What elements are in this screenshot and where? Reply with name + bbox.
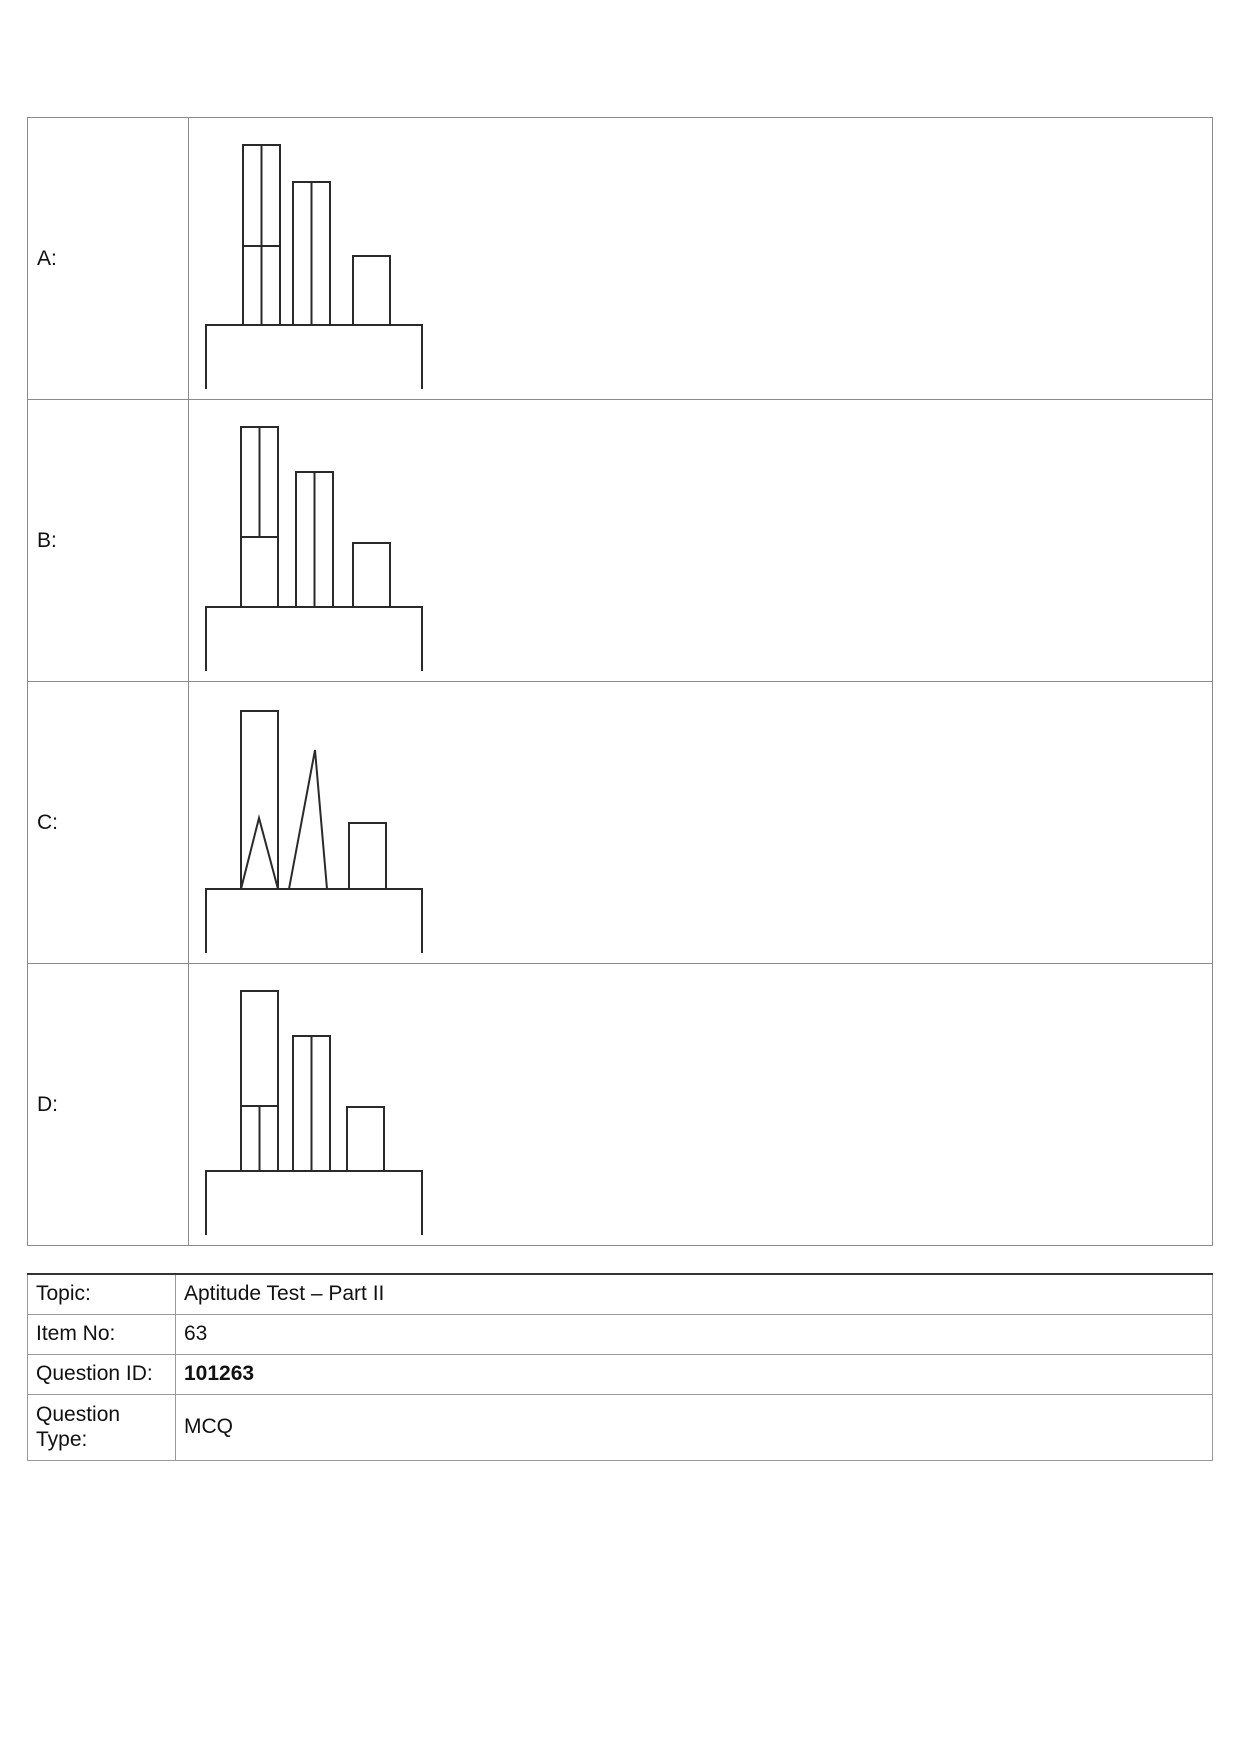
question-type-value: MCQ <box>176 1394 1213 1460</box>
option-d-label: D: <box>28 964 189 1246</box>
question-id-row <box>28 1354 1213 1394</box>
option-c-label: C: <box>28 682 189 964</box>
short-block <box>349 823 386 889</box>
question-id-value: 101263 <box>176 1354 1213 1394</box>
option-row-c <box>28 682 1213 964</box>
base-block <box>206 889 422 953</box>
tall-column <box>241 711 278 889</box>
topic-row <box>28 1274 1213 1314</box>
question-type-row <box>28 1394 1213 1460</box>
short-block <box>353 256 390 325</box>
option-c-figure-cell <box>189 682 1213 964</box>
option-d-figure <box>205 975 435 1235</box>
option-c-figure <box>205 693 435 953</box>
item-no-value: 63 <box>176 1314 1213 1354</box>
option-row-b <box>28 400 1213 682</box>
option-b-label: B: <box>28 400 189 682</box>
options-table <box>27 117 1213 1246</box>
question-type-label: Question Type: <box>28 1394 176 1460</box>
small-triangle <box>241 818 278 889</box>
item-no-label: Item No: <box>28 1314 176 1354</box>
base-block <box>206 1171 422 1235</box>
question-meta-table <box>27 1273 1213 1461</box>
option-d-figure-cell <box>189 964 1213 1246</box>
option-row-a <box>28 118 1213 400</box>
option-row-d <box>28 964 1213 1246</box>
topic-value: Aptitude Test – Part II <box>176 1274 1213 1314</box>
tall-triangle <box>289 750 327 889</box>
option-a-label: A: <box>28 118 189 400</box>
base-block <box>206 607 422 671</box>
option-b-figure <box>205 411 435 671</box>
topic-label: Topic: <box>28 1274 176 1314</box>
option-a-figure-cell <box>189 118 1213 400</box>
question-id-label: Question ID: <box>28 1354 176 1394</box>
option-a-figure <box>205 129 435 389</box>
short-block <box>353 543 390 607</box>
short-block <box>347 1107 384 1171</box>
item-no-row <box>28 1314 1213 1354</box>
base-block <box>206 325 422 389</box>
option-b-figure-cell <box>189 400 1213 682</box>
